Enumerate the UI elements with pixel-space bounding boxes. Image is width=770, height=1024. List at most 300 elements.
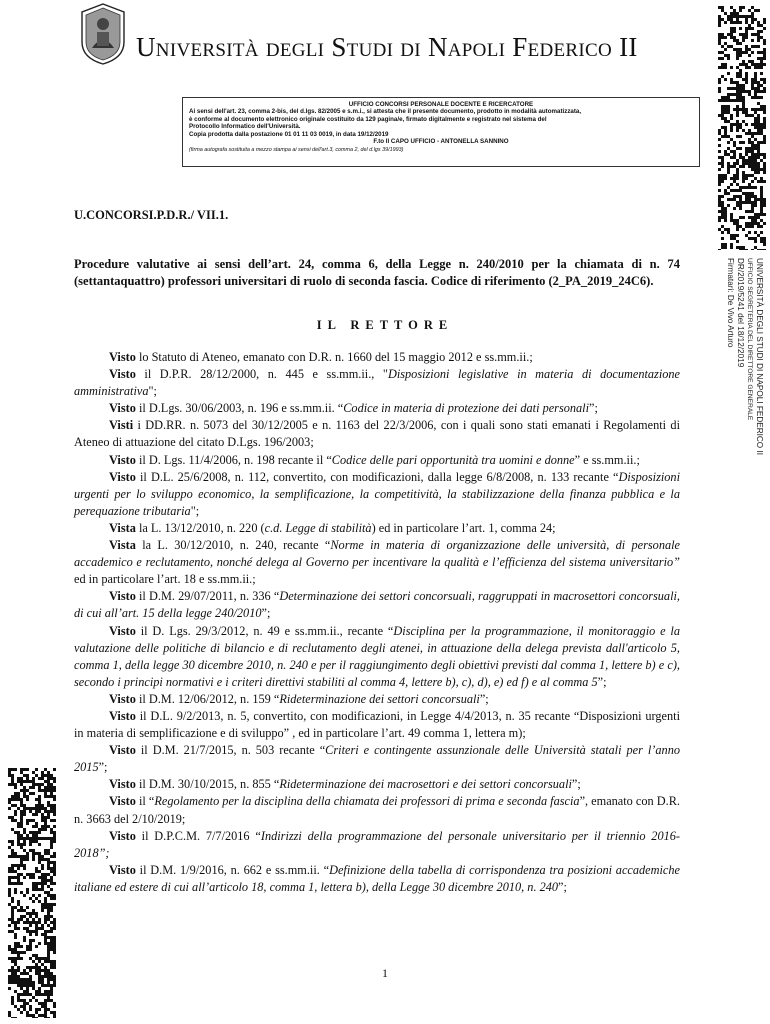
barcode-module (751, 162, 754, 165)
barcode-module (736, 162, 739, 165)
barcode-module (44, 891, 47, 894)
barcode-module (742, 51, 745, 54)
barcode-module (757, 249, 760, 250)
paragraph-lead: Visto (109, 777, 136, 792)
barcode-module (38, 894, 41, 897)
barcode-module (23, 867, 26, 870)
barcode-module (745, 132, 748, 135)
barcode-module (742, 33, 745, 36)
barcode-module (14, 990, 17, 993)
barcode-module (754, 159, 757, 162)
barcode-module (748, 222, 751, 225)
barcode-module (53, 813, 56, 816)
barcode-module (29, 999, 32, 1002)
barcode-module (11, 1002, 14, 1005)
barcode-module (53, 768, 56, 771)
barcode-module (26, 1014, 29, 1017)
barcode-module (38, 795, 41, 798)
barcode-module (730, 213, 733, 216)
barcode-module (29, 1014, 32, 1017)
barcode-module (8, 846, 11, 849)
barcode-module (38, 828, 41, 831)
barcode-module (742, 159, 745, 162)
barcode-module (44, 822, 47, 825)
barcode-module (760, 90, 763, 93)
barcode-module (50, 936, 53, 939)
barcode-module (757, 129, 760, 132)
barcode-module (11, 819, 14, 822)
barcode-module (733, 48, 736, 51)
barcode-module (727, 147, 730, 150)
barcode-module (20, 783, 23, 786)
barcode-module (8, 981, 11, 984)
barcode-module (736, 39, 739, 42)
barcode-module (760, 219, 763, 222)
barcode-module (41, 816, 44, 819)
barcode-module (721, 18, 724, 21)
barcode-module (17, 873, 20, 876)
barcode-module (32, 912, 35, 915)
barcode-module (757, 126, 760, 129)
barcode-module (760, 177, 763, 180)
paragraph-text: il “ (135, 794, 155, 809)
barcode-module (20, 804, 23, 807)
barcode-module (736, 87, 739, 90)
barcode-module (751, 216, 754, 219)
barcode-module (760, 84, 763, 87)
barcode-module (730, 183, 733, 186)
barcode-module (44, 1008, 47, 1011)
barcode-module (20, 909, 23, 912)
barcode-module (47, 780, 50, 783)
barcode-module (53, 894, 56, 897)
barcode-module (47, 813, 50, 816)
barcode-module (748, 210, 751, 213)
barcode-module (745, 249, 748, 250)
barcode-module (29, 1008, 32, 1011)
barcode-module (721, 57, 724, 60)
barcode-module (763, 138, 766, 141)
barcode-module (17, 795, 20, 798)
barcode-module (730, 216, 733, 219)
barcode-module (8, 798, 11, 801)
barcode-module (20, 951, 23, 954)
barcode-module (29, 873, 32, 876)
barcode-module (763, 21, 766, 24)
barcode-module (17, 882, 20, 885)
barcode-module (23, 915, 26, 918)
barcode-module (53, 951, 56, 954)
barcode-module (35, 798, 38, 801)
barcode-module (35, 957, 38, 960)
barcode-module (47, 789, 50, 792)
barcode-module (38, 927, 41, 930)
paragraph-lead: Visto (109, 401, 136, 416)
barcode-module (754, 126, 757, 129)
body-paragraph (74, 349, 680, 366)
barcode-module (20, 768, 23, 771)
barcode-module (53, 837, 56, 840)
barcode-module (41, 981, 44, 984)
barcode-module (41, 882, 44, 885)
barcode-module (730, 15, 733, 18)
barcode-module (751, 33, 754, 36)
barcode-module (35, 912, 38, 915)
barcode-module (11, 816, 14, 819)
stamp-line-4: Copia prodotta dalla postazione 01 01 11 03 0019, in data 19/12/2019 (189, 130, 389, 138)
barcode-module (32, 921, 35, 924)
barcode-module (26, 984, 29, 987)
barcode-module (739, 27, 742, 30)
barcode-module (53, 903, 56, 906)
barcode-module (47, 849, 50, 852)
barcode-module (748, 54, 751, 57)
barcode-module (47, 915, 50, 918)
paragraph-tail: ”; (479, 691, 489, 706)
barcode-module (721, 9, 724, 12)
barcode-module (35, 933, 38, 936)
barcode-module (736, 174, 739, 177)
barcode-module (763, 42, 766, 45)
barcode-module (14, 960, 17, 963)
barcode-module (739, 156, 742, 159)
barcode-module (739, 51, 742, 54)
barcode-module (745, 27, 748, 30)
barcode-module (23, 909, 26, 912)
barcode-module (26, 807, 29, 810)
paragraph-citation: Codice delle pari opportunità tra uomini e donne (331, 452, 575, 467)
barcode-module (14, 798, 17, 801)
barcode-module (727, 162, 730, 165)
barcode-module (745, 153, 748, 156)
barcode-module (760, 195, 763, 198)
barcode-module (14, 876, 17, 879)
barcode-module (26, 774, 29, 777)
barcode-module (50, 792, 53, 795)
barcode-module (11, 864, 14, 867)
barcode-module (754, 216, 757, 219)
barcode-module (718, 183, 721, 186)
barcode-module (14, 783, 17, 786)
barcode-module (8, 918, 11, 921)
barcode-module (763, 63, 766, 66)
barcode-module (20, 918, 23, 921)
barcode-module (29, 933, 32, 936)
barcode-module (17, 780, 20, 783)
barcode-module (739, 9, 742, 12)
barcode-module (29, 912, 32, 915)
body-paragraph (74, 366, 680, 400)
stamp-line-3: Protocollo Informatico dell'Università. (189, 123, 301, 131)
barcode-module (53, 861, 56, 864)
barcode-module (754, 18, 757, 21)
paragraph-citation: Regolamento per la disciplina della chiamata dei professori di prima e seconda fascia (154, 794, 580, 809)
barcode-module (17, 798, 20, 801)
barcode-module (11, 999, 14, 1002)
barcode-module (736, 12, 739, 15)
paragraph-text: il D.P.R. 28/12/2000, n. 445 e ss.mm.ii., " (135, 367, 388, 382)
barcode-module (742, 216, 745, 219)
barcode-module (38, 810, 41, 813)
barcode-module (739, 108, 742, 111)
barcode-module (754, 165, 757, 168)
barcode-module (17, 945, 20, 948)
barcode-module (50, 804, 53, 807)
barcode-module (730, 93, 733, 96)
barcode-module (44, 795, 47, 798)
barcode-module (35, 915, 38, 918)
barcode-module (754, 87, 757, 90)
stamp-line-1: Ai sensi dell'art. 23, comma 2-bis, del d.lgs. 82/2005 e s.m.i., si attesta che il presente documento, prodotto in modalità automatizzata, (189, 108, 582, 116)
barcode-module (50, 987, 53, 990)
barcode-module (742, 78, 745, 81)
barcode-module (718, 66, 721, 69)
barcode-module (20, 987, 23, 990)
paragraph-text: i DD.RR. n. 5073 del 30/12/2005 e n. 1163 del 22/3/2006, con i quali sono stati emanati i Regolamenti di Ateneo di attuazione del citato D.Lgs. 196/2003; (74, 418, 680, 450)
barcode-module (50, 927, 53, 930)
barcode-module (745, 111, 748, 114)
barcode-module (745, 18, 748, 21)
barcode-module (35, 945, 38, 948)
barcode-module (751, 180, 754, 183)
body-paragraph (74, 417, 680, 451)
barcode-module (736, 120, 739, 123)
barcode-module (721, 195, 724, 198)
barcode-module (745, 108, 748, 111)
barcode-module (8, 855, 11, 858)
barcode-module (32, 876, 35, 879)
barcode-module (38, 786, 41, 789)
barcode-module (763, 120, 766, 123)
barcode-module (32, 840, 35, 843)
barcode-module (32, 771, 35, 774)
barcode-module (41, 906, 44, 909)
barcode-module (8, 783, 11, 786)
barcode-module (733, 36, 736, 39)
barcode-module (17, 942, 20, 945)
barcode-module (14, 864, 17, 867)
barcode-module (745, 45, 748, 48)
barcode-module (17, 843, 20, 846)
barcode-module (760, 204, 763, 207)
barcode-module (739, 90, 742, 93)
barcode-module (730, 126, 733, 129)
barcode-module (50, 921, 53, 924)
barcode-module (44, 816, 47, 819)
barcode-module (760, 192, 763, 195)
barcode-module (718, 219, 721, 222)
paragraph-tail: "; (190, 503, 200, 518)
barcode-module (724, 177, 727, 180)
barcode-module (41, 825, 44, 828)
barcode-module (23, 894, 26, 897)
barcode-module (38, 807, 41, 810)
barcode-module (41, 993, 44, 996)
barcode-module (32, 960, 35, 963)
barcode-module (745, 201, 748, 204)
barcode-module (35, 990, 38, 993)
barcode-module (47, 1017, 50, 1018)
barcode-module (760, 24, 763, 27)
barcode-module (38, 798, 41, 801)
barcode-module (47, 996, 50, 999)
barcode-module (44, 858, 47, 861)
barcode-module (721, 6, 724, 9)
barcode-module (736, 168, 739, 171)
barcode-module (53, 960, 56, 963)
barcode-module (47, 783, 50, 786)
barcode-module (8, 816, 11, 819)
barcode-module (745, 48, 748, 51)
barcode-module (754, 144, 757, 147)
barcode-module (751, 147, 754, 150)
barcode-module (757, 144, 760, 147)
barcode-module (739, 165, 742, 168)
barcode-module (754, 240, 757, 243)
barcode-module (736, 126, 739, 129)
barcode-module (11, 798, 14, 801)
barcode-module (11, 804, 14, 807)
barcode-module (751, 15, 754, 18)
barcode-module (760, 66, 763, 69)
barcode-module (11, 828, 14, 831)
barcode-module (35, 924, 38, 927)
barcode-module (47, 864, 50, 867)
barcode-module (17, 900, 20, 903)
barcode-module (760, 108, 763, 111)
barcode-module (733, 162, 736, 165)
barcode-module (23, 786, 26, 789)
barcode-module (742, 96, 745, 99)
barcode-module (44, 810, 47, 813)
barcode-module (751, 27, 754, 30)
barcode-module (739, 147, 742, 150)
barcode-module (748, 156, 751, 159)
barcode-module (763, 111, 766, 114)
barcode-module (44, 828, 47, 831)
barcode-module (751, 135, 754, 138)
barcode-module (32, 780, 35, 783)
barcode-module (53, 1005, 56, 1008)
barcode-module (730, 30, 733, 33)
barcode-module (754, 72, 757, 75)
barcode-module (47, 804, 50, 807)
barcode-module (35, 999, 38, 1002)
barcode-module (14, 792, 17, 795)
barcode-module (751, 144, 754, 147)
barcode-module (14, 804, 17, 807)
barcode-module (751, 132, 754, 135)
barcode-module (763, 165, 766, 168)
barcode-module (760, 132, 763, 135)
barcode-module (727, 72, 730, 75)
barcode-module (718, 201, 721, 204)
barcode-module (53, 984, 56, 987)
barcode-module (38, 1002, 41, 1005)
paragraph-tail: ” e ss.mm.ii.; (574, 452, 640, 467)
barcode-module (727, 168, 730, 171)
certification-stamp (182, 97, 700, 167)
barcode-module (32, 873, 35, 876)
body-paragraph (74, 828, 680, 862)
barcode-module (20, 993, 23, 996)
barcode-module (8, 894, 11, 897)
barcode-module (757, 120, 760, 123)
barcode-module (41, 927, 44, 930)
paragraph-lead: Visto (109, 367, 136, 382)
barcode-module (32, 855, 35, 858)
barcode-module (745, 192, 748, 195)
barcode-module (44, 897, 47, 900)
side-label-line-3: DR/2019/5241 del 18/12/2019 (736, 258, 745, 368)
barcode-module (20, 858, 23, 861)
barcode-module (736, 228, 739, 231)
barcode-module (760, 207, 763, 210)
barcode-module (23, 1008, 26, 1011)
barcode-module (721, 207, 724, 210)
barcode-module (736, 177, 739, 180)
barcode-module (763, 81, 766, 84)
paragraph-text: il D. Lgs. 11/4/2006, n. 198 recante il “ (135, 452, 332, 467)
barcode-module (50, 774, 53, 777)
barcode-module (736, 147, 739, 150)
paragraph-text: il D.P.C.M. 7/7/2016 “ (135, 828, 261, 843)
paragraph-text: il D.M. 21/7/2015, n. 503 recante “ (135, 743, 326, 758)
barcode-module (29, 810, 32, 813)
body-paragraph (74, 623, 680, 691)
barcode-module (11, 906, 14, 909)
barcode-module (38, 876, 41, 879)
barcode-module (29, 939, 32, 942)
barcode-module (47, 960, 50, 963)
barcode-module (20, 810, 23, 813)
barcode-module (11, 768, 14, 771)
barcode-module (754, 123, 757, 126)
barcode-module (757, 51, 760, 54)
barcode-module (29, 837, 32, 840)
barcode-module (754, 186, 757, 189)
barcode-module (47, 954, 50, 957)
barcode-module (23, 804, 26, 807)
barcode-module (733, 237, 736, 240)
paragraph-lead: Vista (109, 520, 136, 535)
barcode-module (739, 96, 742, 99)
barcode-module (751, 186, 754, 189)
barcode-module (17, 993, 20, 996)
barcode-module (53, 939, 56, 942)
page-number: 1 (382, 966, 388, 980)
barcode-module (733, 123, 736, 126)
barcode-module (736, 189, 739, 192)
paragraph-citation: Determinazione dei settori concorsuali, raggruppati in macrosettori concorsuali, di cui all’art. 15 della legge 240/2010 (74, 589, 680, 621)
barcode-module (739, 87, 742, 90)
barcode-module (718, 36, 721, 39)
barcode-module (727, 198, 730, 201)
barcode-module (760, 129, 763, 132)
barcode-module (35, 1011, 38, 1014)
barcode-module (742, 87, 745, 90)
barcode-module (26, 993, 29, 996)
body-paragraph (74, 588, 680, 622)
barcode-module (41, 1005, 44, 1008)
barcode-module (754, 204, 757, 207)
barcode-module (733, 15, 736, 18)
barcode-module (730, 138, 733, 141)
barcode-module (721, 180, 724, 183)
barcode-module (53, 825, 56, 828)
body-paragraph (74, 520, 680, 537)
barcode-module (53, 834, 56, 837)
